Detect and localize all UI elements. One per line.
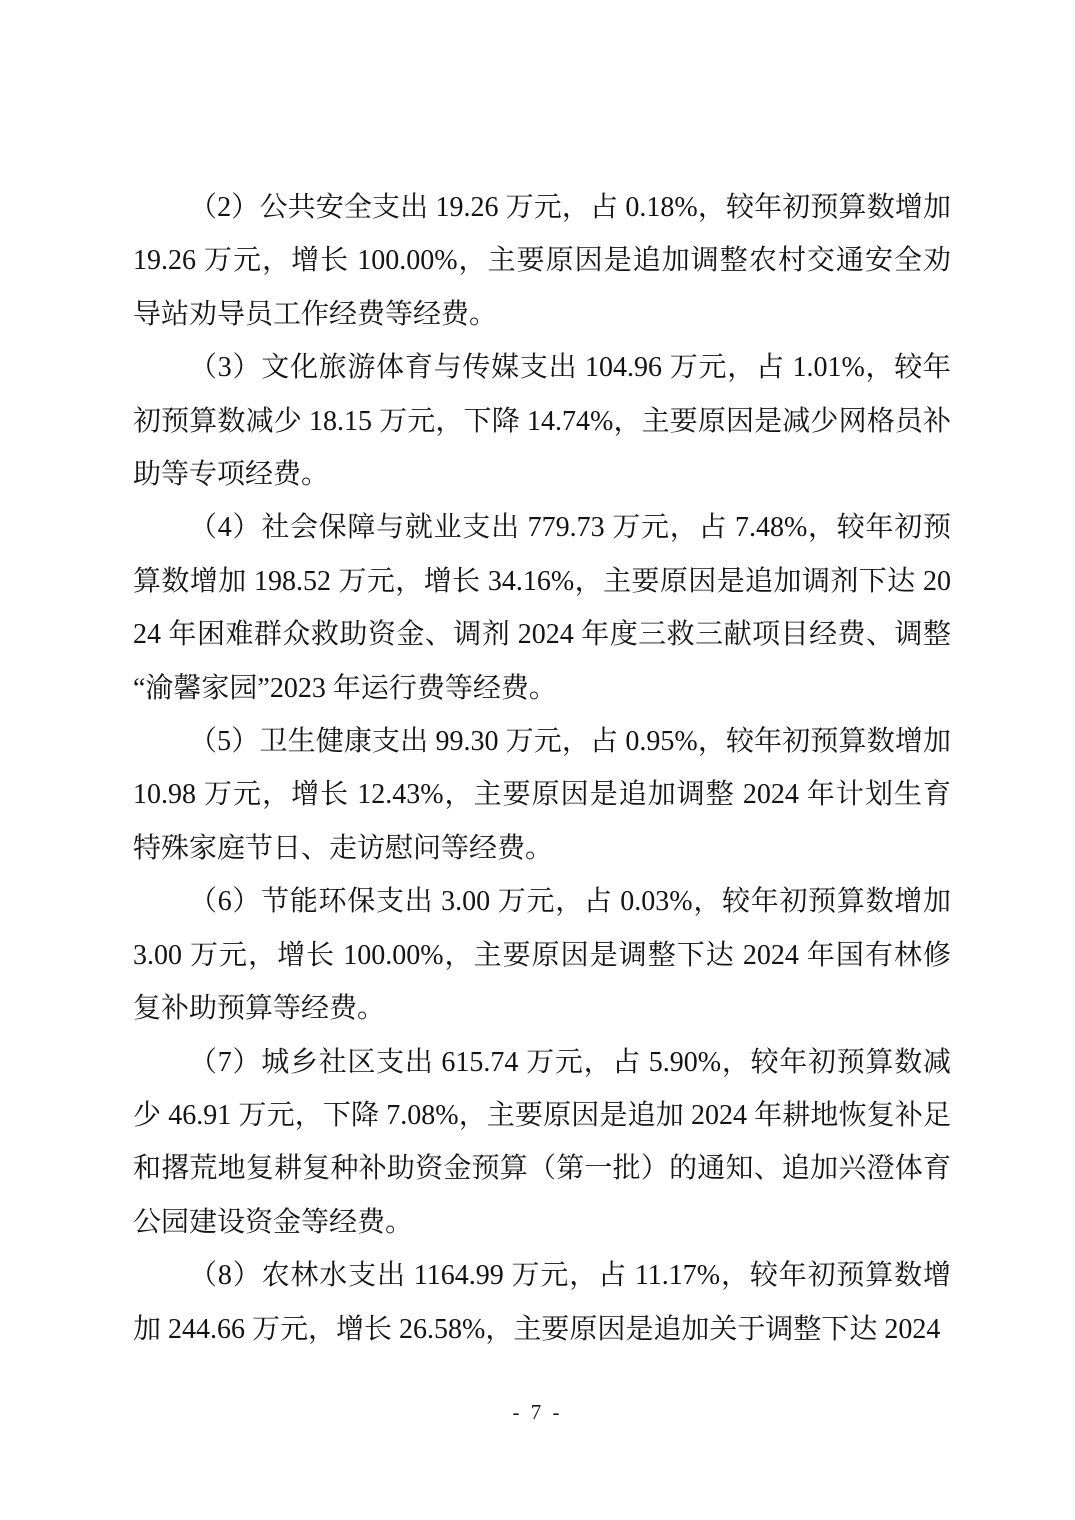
budget-item-paragraph-3: （3）文化旅游体育与传媒支出 104.96 万元，占 1.01%，较年初预算数减少 18.15 万元，下降 14.74%，主要原因是减少网格员补助等专项经费。 (133, 352, 951, 491)
document-body (133, 181, 951, 1356)
budget-item-paragraph-4: （4）社会保障与就业支出 779.73 万元，占 7.48%，较年初预算数增加 198.52 万元，增长 34.16%，主要原因是追加调剂下达 2024 年困难群众救助资金、调剂 2024 年度三救三献项目经费、调整“渝馨家园”2023 年运行费等经费。 (133, 512, 951, 704)
page-footer (0, 1400, 1075, 1425)
budget-item-paragraph-5: （5）卫生健康支出 99.30 万元，占 0.95%，较年初预算数增加 10.98 万元，增长 12.43%，主要原因是追加调整 2024 年计划生育特殊家庭节日、走访慰问等经费。 (133, 726, 951, 864)
budget-item-paragraph-2: （2）公共安全支出 19.26 万元，占 0.18%，较年初预算数增加 19.26 万元，增长 100.00%，主要原因是追加调整农村交通安全劝导站劝导员工作经费等经费。 (133, 192, 951, 330)
budget-item-paragraph-8: （8）农林水支出 1164.99 万元，占 11.17%，较年初预算数增加 244.66 万元，增长 26.58%，主要原因是追加关于调整下达 2024 (133, 1260, 951, 1345)
page-number: - 7 - (512, 1400, 563, 1424)
budget-item-paragraph-7: （7）城乡社区支出 615.74 万元，占 5.90%，较年初预算数减少 46.91 万元，下降 7.08%，主要原因是追加 2024 年耕地恢复补足和撂荒地复耕复种补助资金预算（第一批）的通知、追加兴澄体育公园建设资金等经费。 (133, 1046, 951, 1238)
budget-item-paragraph-6: （6）节能环保支出 3.00 万元，占 0.03%，较年初预算数增加 3.00 万元，增长 100.00%，主要原因是调整下达 2024 年国有林修复补助预算等经费。 (133, 886, 951, 1025)
